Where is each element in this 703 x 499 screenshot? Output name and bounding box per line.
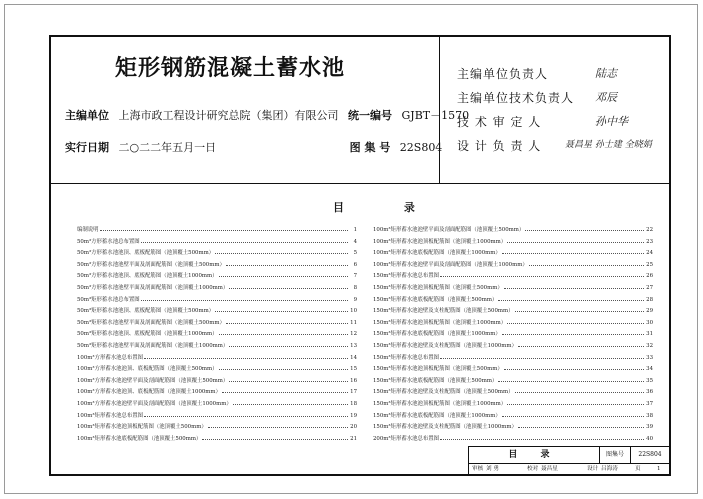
toc-item-page: 34: [646, 366, 653, 373]
title-block-atlas-no: 22S804: [638, 451, 662, 458]
toc-item-title: 100m³方形蓄水池池壁平面及剖面配筋图（池顶覆土500mm）: [77, 377, 229, 384]
toc-item-page: 39: [646, 424, 653, 431]
toc-item-title: 50m³矩形蓄水池池顶、底板配筋图（池顶覆土1000mm）: [77, 331, 218, 338]
toc-item: [373, 409, 653, 421]
toc-leader-dots: [222, 385, 348, 393]
toc-item: [373, 327, 653, 339]
toc-leader-dots: [226, 316, 348, 324]
toc-item-page: 16: [350, 377, 357, 384]
toc-item-title: 50m³矩形蓄水池池壁平面及剖面配筋图（池顶覆土1000mm）: [77, 342, 229, 349]
toc-leader-dots: [518, 339, 644, 347]
toc-item-page: 36: [646, 389, 653, 396]
title-block-atlas-label: 图集号: [600, 447, 631, 463]
toc-leader-dots: [215, 304, 348, 312]
toc-item-page: 21: [350, 435, 357, 442]
toc-item-title: 100m³矩形蓄水池底板配筋图（池顶覆土500mm）: [77, 435, 202, 442]
toc-leader-dots: [507, 316, 644, 324]
toc-item: [77, 316, 357, 328]
toc-leader-dots: [440, 432, 644, 440]
toc-leader-dots: [504, 281, 644, 289]
resp-label: 设 计 负 责 人: [457, 139, 542, 153]
toc-item: [77, 235, 357, 247]
toc-leader-dots: [440, 351, 644, 359]
toc-item-page: 13: [350, 342, 357, 349]
toc-leader-dots: [219, 327, 349, 335]
toc-item: [77, 281, 357, 293]
toc-item-title: 150m³矩形蓄水池池顶板配筋图（池顶覆土1000mm）: [373, 400, 507, 407]
toc-item-title: 50m³方形蓄水池池顶、底板配筋图（池顶覆土1000mm）: [77, 273, 218, 280]
date-label: 实行日期: [65, 141, 109, 154]
toc-item-page: 18: [350, 400, 357, 407]
toc-item-page: 38: [646, 412, 653, 419]
page-label: 页: [635, 466, 641, 472]
toc-item-page: 14: [350, 354, 357, 361]
toc-item-page: 24: [646, 250, 653, 257]
toc-leader-dots: [502, 246, 644, 254]
responsible-persons: [445, 37, 669, 183]
toc-item: [77, 362, 357, 374]
atlas-header: [51, 37, 669, 184]
toc-item-title: 150m³矩形蓄水池池壁及支柱配筋图（池顶覆土1000mm）: [373, 424, 517, 431]
toc-item-page: 10: [350, 308, 357, 315]
toc-leader-dots: [219, 362, 349, 370]
toc-item-title: 100m³矩形蓄水池池壁平面及剖面配筋图（池顶覆土1000mm）: [373, 261, 528, 268]
atlas-no: 22S804: [399, 141, 443, 154]
toc-item-page: 12: [350, 331, 357, 338]
toc-item-title: 100m³矩形蓄水池底板配筋图（池顶覆土1000mm）: [373, 250, 501, 257]
toc-leader-dots: [507, 397, 644, 405]
toc-item: [77, 385, 357, 397]
toc-item-page: 17: [350, 389, 357, 396]
toc-item-page: 11: [350, 319, 357, 326]
title-block-name: 目 录: [469, 447, 600, 463]
toc-item-page: 25: [646, 261, 653, 268]
toc-item-title: 50m³矩形蓄水池总布置图: [77, 296, 140, 303]
toc-item-title: 100m³矩形蓄水池总布置图: [77, 412, 144, 419]
atlas-label: 图 集 号: [349, 141, 391, 154]
unified-label: 统一编号: [348, 109, 392, 122]
toc-item-page: 40: [646, 435, 653, 442]
toc-item: [373, 351, 653, 363]
drawing-sheet: [4, 4, 698, 494]
toc-item: [373, 432, 653, 444]
toc-item: [77, 223, 357, 235]
toc-leader-dots: [229, 281, 348, 289]
signature: 陆志: [595, 67, 617, 80]
toc-leader-dots: [515, 385, 645, 393]
review-name: 刘 勇: [486, 466, 499, 472]
toc-leader-dots: [100, 223, 348, 231]
review-label: 审核: [472, 466, 484, 472]
toc-leader-dots: [202, 432, 348, 440]
org-label: 主编单位: [65, 109, 109, 122]
toc-item-title: 150m³矩形蓄水池池顶板配筋图（池顶覆土1000mm）: [373, 319, 507, 326]
resp-label: 技 术 审 定 人: [457, 115, 542, 129]
toc-item: [373, 281, 653, 293]
toc-item-page: 28: [646, 296, 653, 303]
toc-item-page: 33: [646, 354, 653, 361]
toc-item-title: 100m³方形蓄水池池顶、底板配筋图（池顶覆土500mm）: [77, 366, 218, 373]
toc-item-title: 编制说明: [77, 227, 99, 233]
signature: 孙中华: [595, 115, 628, 128]
toc-item-title: 100m³方形蓄水池池壁平面及剖面配筋图（池顶覆土1000mm）: [77, 400, 232, 407]
toc-item-title: 100m³矩形蓄水池池顶板配筋图（池顶覆土500mm）: [77, 424, 207, 431]
toc-leader-dots: [529, 258, 644, 266]
date-value: 二○二二年五月一日: [118, 141, 217, 154]
toc-leader-dots: [215, 246, 348, 254]
toc-leader-dots: [525, 223, 644, 231]
toc-item: [373, 374, 653, 386]
toc-item-title: 50m³方形蓄水池池壁平面及剖面配筋图（池顶覆土500mm）: [77, 261, 225, 268]
toc-item: [77, 409, 357, 421]
toc-leader-dots: [502, 409, 644, 417]
toc-item-title: 100m³矩形蓄水池池壁平面及剖面配筋图（池顶覆土500mm）: [373, 227, 525, 233]
atlas-title: 矩形钢筋混凝土蓄水池: [115, 56, 346, 81]
toc-leader-dots: [144, 351, 348, 359]
toc-item-page: 9: [353, 296, 357, 303]
resp-row: [457, 65, 548, 82]
toc-leader-dots: [141, 235, 348, 243]
toc-item-page: 26: [646, 273, 653, 280]
toc-item-page: 6: [353, 261, 357, 268]
toc-item-title: 50m³方形蓄水池池顶、底板配筋图（池顶覆土500mm）: [77, 250, 215, 257]
resp-label: 主编单位负责人: [457, 67, 549, 81]
toc-item-page: 8: [353, 284, 357, 291]
toc-item-title: 150m³矩形蓄水池总布置图: [373, 354, 440, 361]
signature: 聂昌星 孙士建 全晓娟: [565, 140, 652, 150]
toc-leader-dots: [233, 397, 348, 405]
toc-item-page: 1: [353, 227, 357, 233]
toc-leader-dots: [504, 362, 644, 370]
design-label: 设计: [587, 466, 599, 472]
toc-item: [373, 397, 653, 409]
toc-item: [373, 269, 653, 281]
toc-item-page: 4: [353, 238, 357, 245]
unified-no: GJBT－1570: [401, 109, 470, 122]
toc-leader-dots: [515, 304, 645, 312]
toc-item-title: 150m³矩形蓄水池池壁及支柱配筋图（池顶覆土500mm）: [373, 389, 514, 396]
toc-item: [77, 351, 357, 363]
toc-item: [77, 258, 357, 270]
toc-leader-dots: [507, 235, 644, 243]
toc-item-title: 100m³矩形蓄水池池顶板配筋图（池顶覆土1000mm）: [373, 238, 507, 245]
toc-item-page: 22: [646, 227, 653, 233]
check-name: 聂昌星: [541, 466, 558, 472]
signature: 邓辰: [595, 91, 617, 104]
toc-item: [373, 293, 653, 305]
toc-item-title: 150m³矩形蓄水池池顶板配筋图（池顶覆土500mm）: [373, 284, 503, 291]
toc-item-title: 150m³矩形蓄水池底板配筋图（池顶覆土500mm）: [373, 296, 498, 303]
resp-row: [457, 113, 541, 130]
toc-leader-dots: [226, 258, 348, 266]
toc-item: [77, 339, 357, 351]
toc-item: [373, 246, 653, 258]
toc-item-title: 100m³方形蓄水池总布置图: [77, 354, 144, 361]
toc-item-title: 150m³矩形蓄水池底板配筋图（池顶覆土500mm）: [373, 377, 498, 384]
drawing-frame: [49, 35, 671, 476]
check-label: 校对: [527, 466, 539, 472]
toc-item-title: 50m³矩形蓄水池池顶、底板配筋图（池顶覆土500mm）: [77, 308, 215, 315]
toc-item: [373, 420, 653, 432]
toc-item-page: 19: [350, 412, 357, 419]
toc-item: [77, 246, 357, 258]
toc-item: [77, 327, 357, 339]
date-row: [65, 139, 448, 155]
resp-row: [457, 137, 541, 154]
toc-leader-dots: [229, 339, 348, 347]
title-block-signatures: [469, 464, 669, 474]
atlas-info: [51, 37, 470, 183]
toc-item: [373, 339, 653, 351]
toc-item-page: 32: [646, 342, 653, 349]
toc-item-title: 100m³方形蓄水池池顶、底板配筋图（池顶覆土1000mm）: [77, 389, 221, 396]
toc-item-page: 37: [646, 400, 653, 407]
toc-item: [77, 293, 357, 305]
org-name: 上海市政工程设计研究总院（集团）有限公司: [118, 109, 339, 122]
toc-leader-dots: [498, 374, 644, 382]
toc-item: [77, 374, 357, 386]
toc-leader-dots: [229, 374, 348, 382]
resp-row: [457, 89, 574, 106]
toc-leader-dots: [208, 420, 348, 428]
toc-leader-dots: [219, 269, 349, 277]
toc-item: [77, 432, 357, 444]
design-name: 吕海涛: [601, 466, 618, 472]
toc-item: [373, 235, 653, 247]
toc-item-title: 150m³矩形蓄水池池壁及支柱配筋图（池顶覆土1000mm）: [373, 342, 517, 349]
toc-item-page: 27: [646, 284, 653, 291]
toc-leader-dots: [144, 409, 348, 417]
title-block: [468, 446, 669, 474]
toc-item: [373, 385, 653, 397]
toc-item: [77, 304, 357, 316]
toc-item: [373, 258, 653, 270]
org-row: [65, 107, 475, 123]
toc-leader-dots: [141, 293, 348, 301]
toc-right-column: [373, 223, 653, 443]
toc-item: [373, 316, 653, 328]
toc-left-column: [77, 223, 357, 443]
title-block-top: [469, 447, 669, 464]
page-no: 1: [657, 466, 661, 472]
toc-item-page: 31: [646, 331, 653, 338]
toc-item: [77, 420, 357, 432]
toc-item: [373, 304, 653, 316]
toc-item-title: 150m³矩形蓄水池底板配筋图（池顶覆土1000mm）: [373, 331, 501, 338]
toc-item-title: 150m³矩形蓄水池池顶板配筋图（池顶覆土500mm）: [373, 366, 503, 373]
toc-item-title: 150m³矩形蓄水池底板配筋图（池顶覆土1000mm）: [373, 412, 501, 419]
toc-item-page: 20: [350, 424, 357, 431]
toc-leader-dots: [502, 327, 644, 335]
toc-item-page: 7: [353, 273, 357, 280]
toc-item-title: 50m³矩形蓄水池池壁平面及剖面配筋图（池顶覆土500mm）: [77, 319, 225, 326]
toc-leader-dots: [498, 293, 644, 301]
toc-item-title: 150m³矩形蓄水池池壁及支柱配筋图（池顶覆土500mm）: [373, 308, 514, 315]
toc-item: [373, 362, 653, 374]
toc-item-page: 5: [353, 250, 357, 257]
toc-item-page: 30: [646, 319, 653, 326]
toc-item-page: 15: [350, 366, 357, 373]
toc-item-page: 29: [646, 308, 653, 315]
toc-leader-dots: [440, 269, 644, 277]
toc-item-title: 200m³矩形蓄水池总布置图: [373, 435, 440, 442]
toc-item-title: 50m³方形蓄水池总布置图: [77, 238, 140, 245]
toc-leader-dots: [518, 420, 644, 428]
toc-item-page: 35: [646, 377, 653, 384]
toc-item-title: 150m³矩形蓄水池总布置图: [373, 273, 440, 280]
toc-title: 目 录: [333, 201, 443, 214]
toc-item-title: 50m³方形蓄水池池壁平面及剖面配筋图（池顶覆土1000mm）: [77, 284, 229, 291]
toc-item: [373, 223, 653, 235]
toc-item-page: 23: [646, 238, 653, 245]
toc-item: [77, 269, 357, 281]
resp-label: 主编单位技术负责人: [457, 91, 575, 105]
toc-item: [77, 397, 357, 409]
